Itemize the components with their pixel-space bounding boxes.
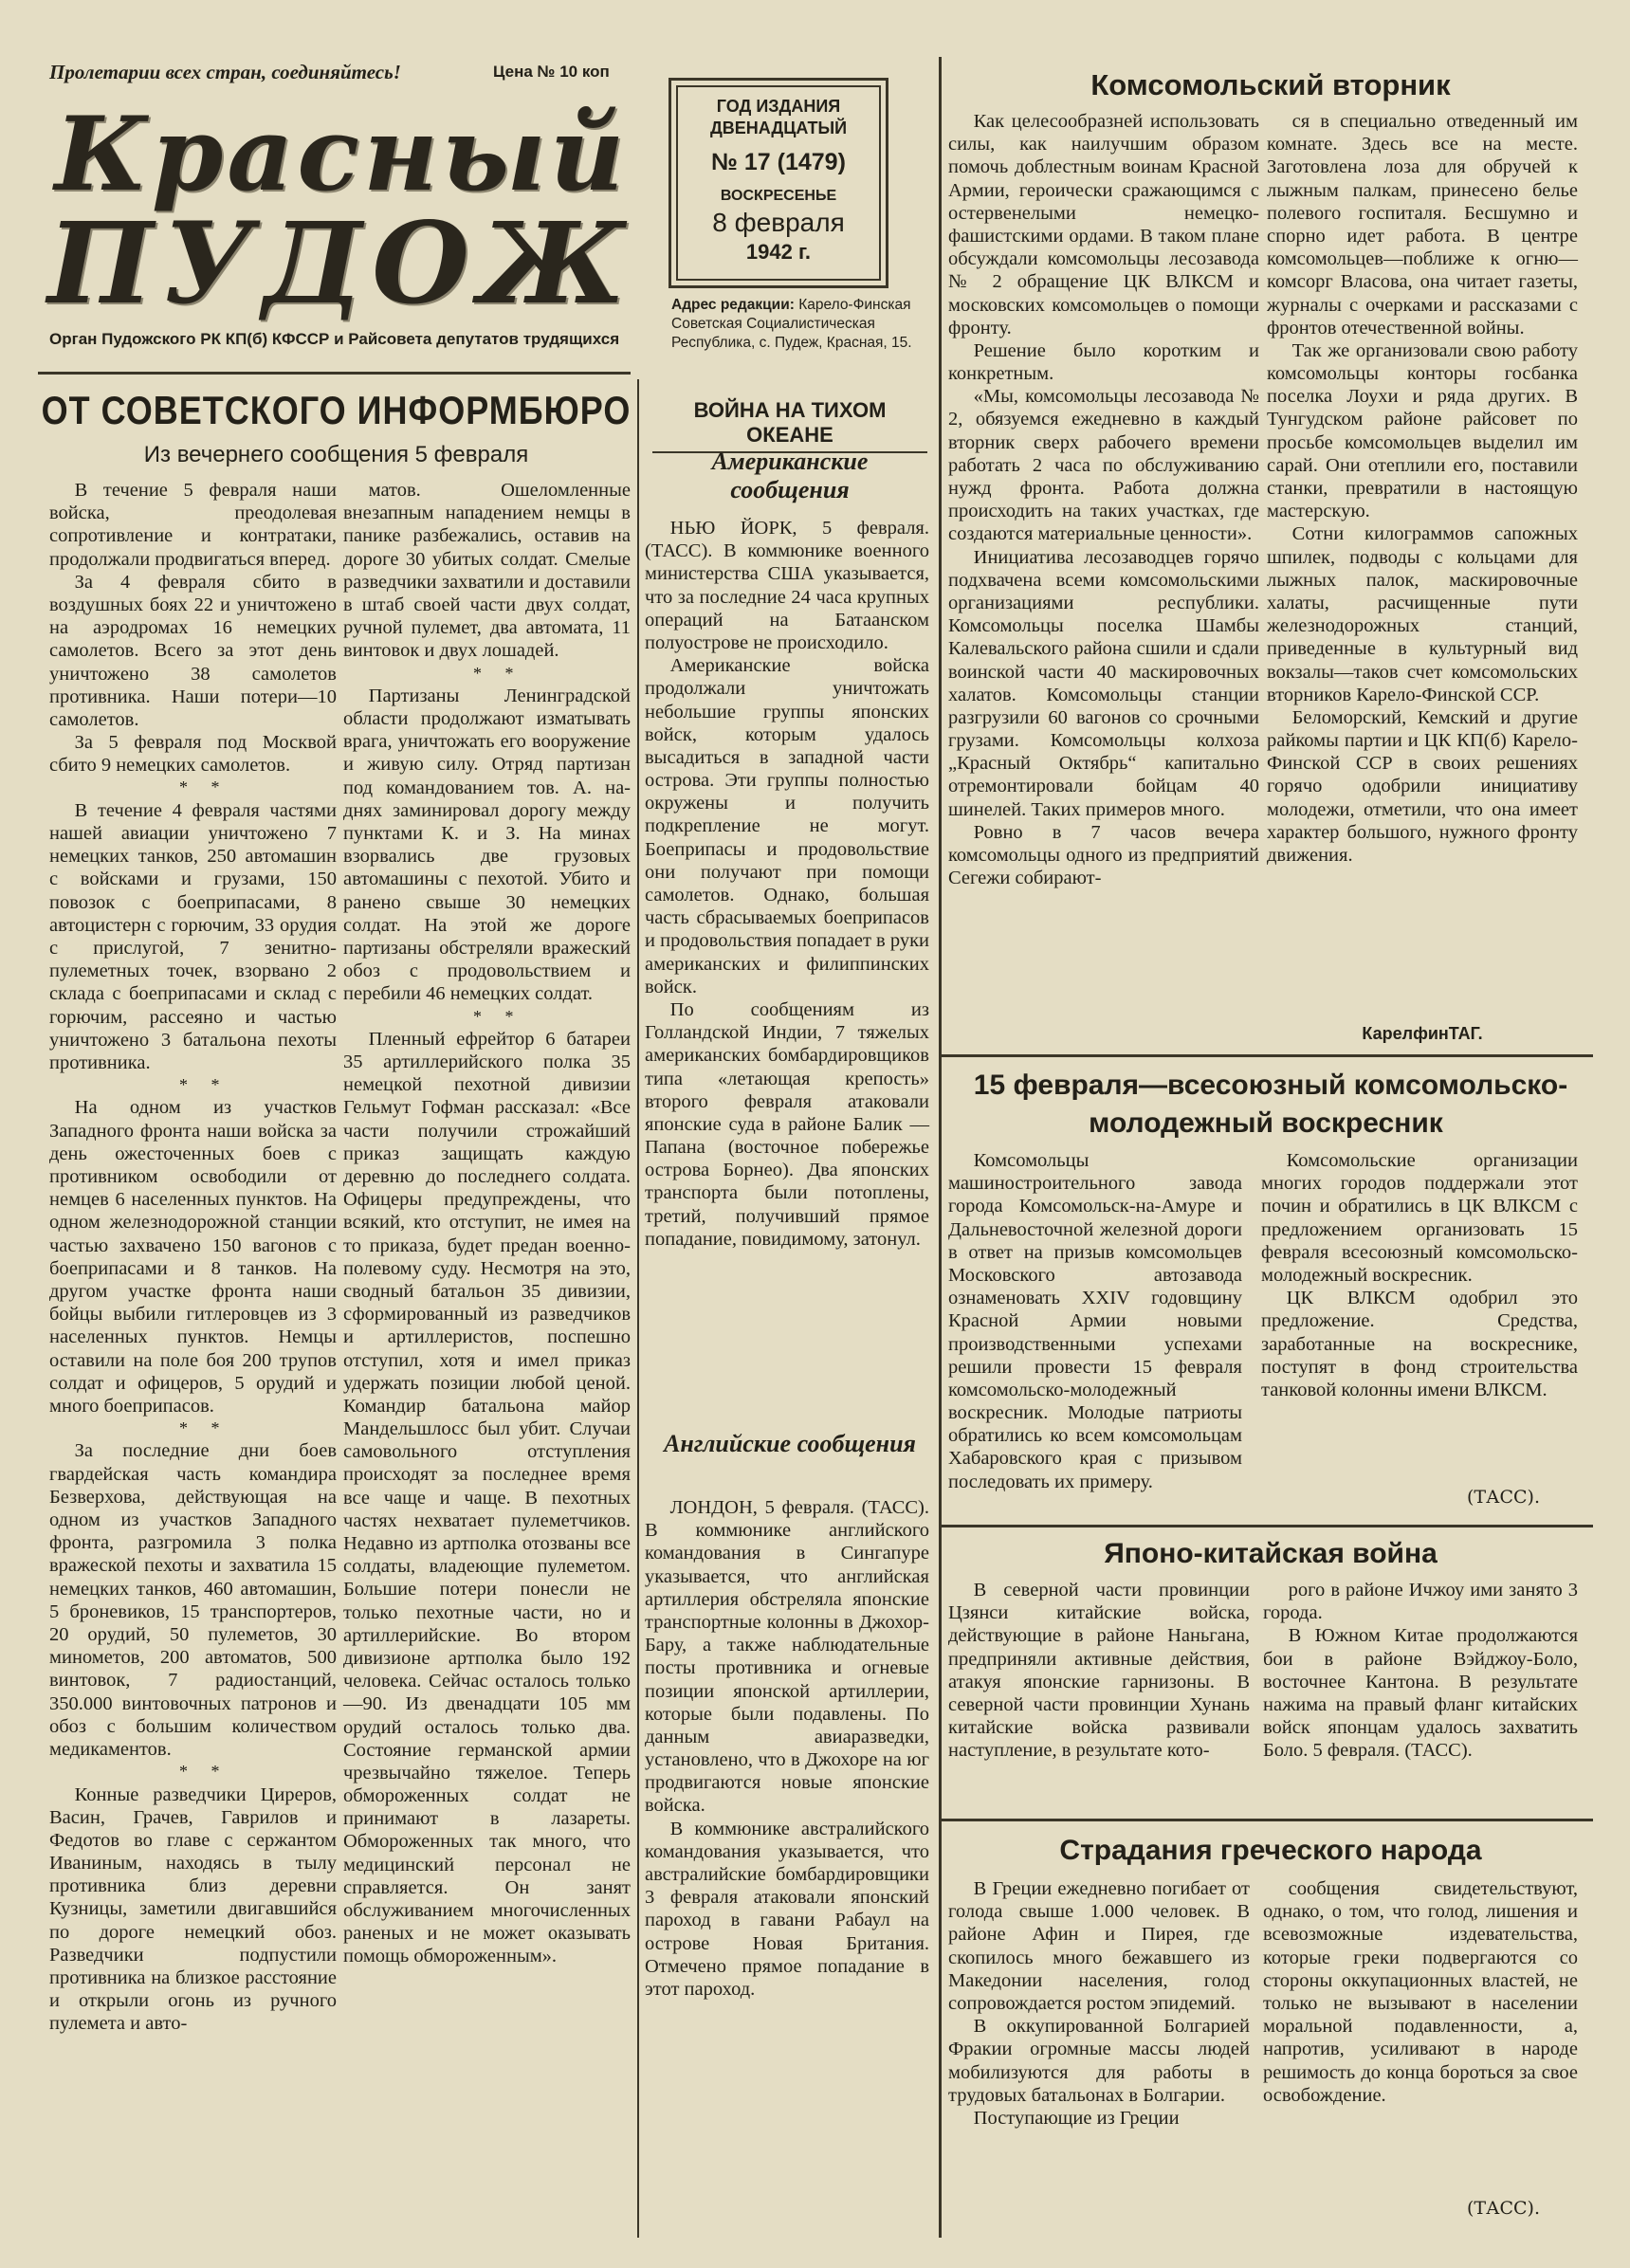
divider bbox=[939, 1819, 1593, 1821]
paragraph: Поступающие из Греции bbox=[973, 2107, 1180, 2129]
komsomol-signature: КарелфинТАГ. bbox=[1362, 1024, 1483, 1043]
paragraph: НЬЮ ЙОРК, 5 февраля. (ТАСС). В коммюнике военного министерства США указывается, что за последние 24 часа крупных операций на Батаанском полуострове не происходило. bbox=[645, 518, 929, 653]
paragraph: Ровно в 7 часов вечера комсомольцы одного из предприятий Сегежи собирают- bbox=[948, 821, 1259, 889]
paragraph: рого в районе Ичжоу ими занято 3 города. bbox=[1263, 1580, 1578, 1624]
paragraph: ся в специально отведенный им комнате. Здесь все на месте. Заготовлена лоза для обручей к лыжным палкам, принесено белье полевого госпиталя. Бесшумно и спорно идет работа. В центре комсомольцев—поближе к огню—комсорг Власова, она читает газеты, журналы с очерками и рассказами с фронтов отечественной войны. bbox=[1267, 111, 1578, 338]
organ-line: Орган Пудожского РК КП(б) КФССР и Райсовета депутатов трудящихся bbox=[49, 330, 620, 348]
paragraph: Решение было коротким и конкретным. bbox=[948, 339, 1259, 385]
american-reports-text bbox=[645, 517, 929, 1427]
komsomol-column-1 bbox=[948, 110, 1259, 1049]
american-reports-heading: Американские сообщения bbox=[711, 448, 869, 503]
paragraph: В течение 4 февраля частями нашей авиации уничтожено 7 немецких танков, 250 автомашин с войсками и грузами, 150 повозок с боеприпасами, 8 автоцистерн с горючим, 33 орудия с прислугой, 7 зенитно-пулеметных точек, взорвано 2 склада с боеприпасами и склад с горючим, рассеяно и частью уничтожено 3 батальона пехоты противника. bbox=[49, 799, 337, 1073]
paragraph: Как целесообразней использовать силы, как наилучшим образом помочь доблестным воинам Красной Армии, героически сражающимся с остервенелыми немецко-фашистскими ордами. В таком плане обсуждали комсомольцы лесозавода № 2 обращение ЦК ВЛКСМ и московских комсомольцев о помощи фронту. bbox=[948, 111, 1259, 338]
komsomol-column-2 bbox=[1267, 110, 1578, 1020]
paragraph: ЛОНДОН, 5 февраля. (ТАСС). В коммюнике английского командования в Сингапуре указывается, что английская артиллерия обстреляла японские транспортные колонны в Джохор-Бару, а также наблюдательные посты противника и огневые позиции японской артиллерии, которые были подавлены. По данным авиаразведки, установлено, что в Джохоре на юг продвигаются новые японские войска. bbox=[645, 1497, 929, 1817]
paragraph: сообщения свидетельствуют, однако, о том, что голод, лишения и всевозможные издевательства, которые греки подвергаются со стороны оккупационных властей, не только не вызывают в населении моральной подавленности, а, напротив, усиливают в народе решимость до конца бороться за свое освобождение. bbox=[1263, 1878, 1578, 2106]
paragraph: «Мы, комсомольцы лесозавода № 2, обязуемся ежедневно в каждый вторник сверх рабочего времени работать 2 часа по обслуживанию нужд фронта. Работа должна происходить на таких участках, где создаются материальные ценности». bbox=[948, 386, 1259, 545]
paragraph: Инициатива лесозаводцев горячо подхвачена всеми комсомольскими организациями республики. Комсомольцы поселка Шамбы Калевальского района сшили и сдали воинской части 40 маскировочных халатов. Комсомольцы станции разгрузили 60 вагонов со срочными грузами. Комсомольцы колхоза „Красный Октябрь“ капитально отремонтировали бойцам 40 шинелей. Таких примеров много. bbox=[948, 546, 1259, 820]
paragraph: Пленный ефрейтор 6 батареи 35 артиллерийского полка 35 немецкой пехотной дивизии Гельмут Гофман рассказал: «Все части получили строжайший приказ защищать каждую деревню до последнего солдата. Офицеры предупреждены, что всякий, кто отступит, не имея на то приказа, будет предан военно-полевому суду. Несмотря на это, сводный батальон 35 дивизии, сформированный из разведчиков и артиллеристов, поспешно отступил, хотя и имел приказ удержать позиции любой ценой. Командир батальона майор Мандельшлосс был убит. Случаи самовольного отступления происходят за последнее время все чаще и чаще. В пехотных частях нехватает пулеметчиков. Недавно из артполка отозваны все солдаты, владеющие пулеметом. Большие потери понесли не только пехотные части, но и артиллерийские. Во втором дивизионе артполка было 192 человека. Сейчас осталось только—90. Из двенадцати 105 мм орудий осталось только два. Состояние германской армии чрезвычайно тяжелое. Теперь обмороженных солдат не принимают в лазареты. Обмороженных так много, что медицинский персонал не справляется. Он занят обслуживанием многочисленных раненых и не может оказывать помощь обмороженным». bbox=[343, 1028, 631, 1967]
paragraph: В Греции ежедневно погибает от голода свыше 1.000 человек. В районе Афин и Пирея, где скопилось много бежавшего из Македонии населения, голод сопровождается ростом эпидемий. bbox=[948, 1878, 1250, 2014]
paragraph: ЦК ВЛКСМ одобрил это предложение. Средства, заработанные на воскреснике, поступят в фонд строительства танковой колонны имени ВЛКСМ. bbox=[1261, 1288, 1578, 1400]
year-of-publication: ГОД ИЗДАНИЯ ДВЕНАДЦАТЫЙ bbox=[709, 97, 848, 137]
address-text: Карело-Финская Советская Социалистическая Республика, с. Пудеж, Красная, 15. bbox=[671, 297, 912, 352]
komsomol-headline: Комсомольский вторник bbox=[1090, 68, 1451, 101]
japan-china-column-1 bbox=[948, 1579, 1250, 1816]
section-separator: * * bbox=[178, 777, 229, 797]
voskresnik-headline-line-2: молодежный воскресник bbox=[1089, 1107, 1443, 1139]
greece-column-2 bbox=[1263, 1877, 1578, 2200]
party-motto: Пролетарии всех стран, соединяйтесь! bbox=[49, 61, 401, 83]
section-separator: * * bbox=[472, 663, 523, 683]
weekday: ВОСКРЕСЕНЬЕ bbox=[720, 188, 837, 205]
divider bbox=[38, 372, 631, 375]
greece-headline: Страдания греческого народа bbox=[1059, 1835, 1482, 1866]
paragraph: В течение 5 февраля наши войска, преодолевая сопротивление и контратаки, продолжали продвигаться вперед. bbox=[49, 480, 337, 570]
paragraph: В коммюнике австралийского командования указывается, что австралийские бомбардировщики 3 февраля атаковали японский пароход в гавани Рабаул на острове Новая Британия. Отмечено прямое попадание в этот пароход. bbox=[645, 1818, 929, 2000]
english-reports-text bbox=[645, 1496, 929, 2236]
paragraph: Так же организовали свою работу комсомольцы конторы госбанка поселка Лоухи и ряда других. В Тунгудском районе райсовет по просьбе комсомольцев выделил им сарай. Они отеплили его, поставили станки, превратили в настоящую мастерскую. bbox=[1267, 339, 1578, 522]
paragraph: Конные разведчики Циреров, Васин, Грачев, Гаврилов и Федотов во главе с сержантом Иваниным, находясь в тылу противника близ деревни Кузницы, заметили двигавшийся по дороге немецкий обоз. Разведчики подпустили противника на близкое расстояние и открыли огонь из ручного пулемета и авто- bbox=[49, 1783, 337, 2035]
paragraph: Комсомольские организации многих городов поддержали этот почин и обратились в ЦК ВЛКСМ с предложением организовать 15 февраля всесоюзный комсомольско-молодежный воскресник. bbox=[1261, 1150, 1578, 1286]
price-label: Цена № 10 коп bbox=[493, 63, 610, 81]
voskresnik-column-1 bbox=[948, 1149, 1242, 1519]
voskresnik-column-2 bbox=[1261, 1149, 1578, 1519]
section-separator: * * bbox=[178, 1762, 229, 1782]
paragraph: На одном из участков Западного фронта наши войска за день ожесточенных боев с противником освободили от немцев 6 населенных пунктов. На одном железнодорожной станции частью захвачено 150 вагонов с боеприпасами и 8 танков. На другом участке фронта наши бойцы выбили гитлеровцев из 3 населенных пунктов. Немцы оставили на поле боя 200 трупов солдат и офицеров, 5 орудий и много боеприпасов. bbox=[49, 1097, 337, 1417]
divider bbox=[939, 57, 942, 2238]
divider bbox=[637, 379, 639, 2238]
divider bbox=[939, 1525, 1593, 1527]
paragraph: За последние дни боев гвардейская часть командира Безверхова, действующая на одном из участков Западного фронта, разгромила 3 полка вражеской пехоты и захватила 15 немецких танков, 460 автомашин, 5 броневиков, 15 транспортеров, 20 орудий, 50 пулеметов, 30 минометов, 200 автоматов, 500 винтовок, 7 радиостанций, 350.000 винтовочных патронов и обоз с большим количеством медикаментов. bbox=[49, 1440, 337, 1760]
paragraph: В северной части провинции Цзянси китайские войска, действующие в районе Наньгана, предприняли активные действия, атакуя японские гарнизоны. В северной части провинции Хунань китайские войска развивали наступление, в результате кото- bbox=[948, 1580, 1250, 1762]
address-label: Адрес редакции: bbox=[671, 297, 795, 313]
title-line-2: ПУДОЖ bbox=[47, 197, 635, 329]
paragraph: Американские войска продолжали уничтожать небольшие группы японских войск, которым удалось высадиться в западной части острова. Эти группы полностью окружены и получить подкрепление не могут. Боеприпасы и продовольствие они получают при помощи самолетов. Однако, большая часть сбрасываемых боеприпасов и продовольствия попадает в руки американских и филиппинских войск. bbox=[645, 655, 929, 997]
newspaper-title bbox=[47, 95, 635, 329]
editorial-address bbox=[671, 296, 920, 353]
japan-china-column-2 bbox=[1263, 1579, 1578, 1816]
issue-date: 8 февраля bbox=[712, 208, 845, 238]
paragraph: За 5 февраля под Москвой сбито 9 немецких самолетов. bbox=[49, 732, 337, 777]
sovinform-column-1 bbox=[49, 479, 337, 2228]
pacific-headline: ВОЙНА НА ТИХОМ ОКЕАНЕ bbox=[652, 398, 927, 453]
paragraph: По сообщениям из Голландской Индии, 7 тяжелых американских бомбардировщиков типа «летающая крепость» второго февраля атаковали японские суда в районе Балик — Папана (восточное побережье острова Борнео). Два японских транспорта были потоплены, третий, получивший прямое попадание, повидимому, затонул. bbox=[645, 998, 929, 1250]
title-line-1: Красный bbox=[54, 95, 629, 214]
section-separator: * * bbox=[178, 1418, 229, 1438]
greece-column-1 bbox=[948, 1877, 1250, 2238]
paragraph: За 4 февраля сбито в воздушных боях 22 и уничтожено на аэродромах 16 немецких самолетов. Всего за этот день уничтожено 38 самолетов противника. Наши потери—10 самолетов. bbox=[49, 571, 337, 730]
issue-year: 1942 г. bbox=[745, 240, 812, 265]
sovinform-subheadline: Из вечернего сообщения 5 февраля bbox=[143, 442, 529, 467]
issue-date-box bbox=[668, 78, 888, 288]
english-reports-heading: Английские сообщения bbox=[664, 1430, 916, 1457]
section-separator: * * bbox=[178, 1075, 229, 1095]
sovinform-column-2 bbox=[343, 479, 631, 2228]
paragraph: Комсомольцы машиностроительного завода города Комсомольск-на-Амуре и Дальневосточной железной дороги в ответ на призыв комсомольцев Московского автозавода ознаменовать XXIV годовщину Красной Армии новыми производственными успехами решили провести 15 февраля комсомольско-молодежный воскресник. Молодые патриоты обратились ко всем комсомольцам Хабаровского края с призывом последовать их примеру. bbox=[948, 1150, 1242, 1492]
paragraph: Сотни килограммов сапожных шпилек, подводы с кольцами для лыжных палок, маскировочные халаты, расчищенные пути железнодорожных станций, приведенные в культурный вид вокзалы—таков счет комсомольских вторников Карело-Финской ССР. bbox=[1267, 523, 1578, 705]
greece-signature: (ТАСС). bbox=[1466, 2198, 1540, 2219]
divider bbox=[939, 1054, 1593, 1057]
paragraph: Партизаны Ленинградской области продолжают изматывать врага, уничтожать его вооружение и живую силу. Отряд партизан под командованием тов. А. на-днях заминировал дорогу между пунктами К. и З. На минах взорвались две грузовых автомашины с пехотой. Убито и ранено свыше 30 немецких солдат. На этой же дороге партизаны обстреляли вражеский обоз с продовольствием и перебили 46 немецких солдат. bbox=[343, 685, 631, 1005]
japan-china-headline: Японо-китайская война bbox=[1104, 1538, 1438, 1569]
sovinform-headline: ОТ СОВЕТСКОГО ИНФОРМБЮРО bbox=[41, 387, 632, 432]
paragraph: В Южном Китае продолжаются бои в районе Вэйджоу-Боло, восточнее Кантона. В результате нажима на правый фланг китайских войск японцам удалось захватить Боло. 5 февраля. (ТАСС). bbox=[1263, 1625, 1578, 1762]
paragraph: матов. Ошеломленные внезапным нападением немцы в панике разбежались, оставив на дороге 30 убитых солдат. Смелые разведчики захватили и доставили в штаб своей части двух солдат, ручной пулемет, два автомата, 11 винтовок и двух лошадей. bbox=[343, 480, 631, 662]
paragraph: Беломорский, Кемский и другие райкомы партии и ЦК КП(б) Карело-Финской ССР в своих решениях горячо одобрили инициативу молодежи, отметили, что она имеет характер большого, нужного фронту движения. bbox=[1267, 706, 1578, 866]
paragraph: В оккупированной Болгарией Фракии огромные массы людей мобилизуются для работы в трудовых батальонах в Болгарии. bbox=[948, 2016, 1250, 2106]
issue-number: № 17 (1479) bbox=[711, 149, 846, 175]
voskresnik-signature: (ТАСС). bbox=[1466, 1487, 1540, 1508]
voskresnik-headline-line-1: 15 февраля—всесоюзный комсомольско- bbox=[973, 1070, 1568, 1101]
section-separator: * * bbox=[472, 1006, 523, 1026]
